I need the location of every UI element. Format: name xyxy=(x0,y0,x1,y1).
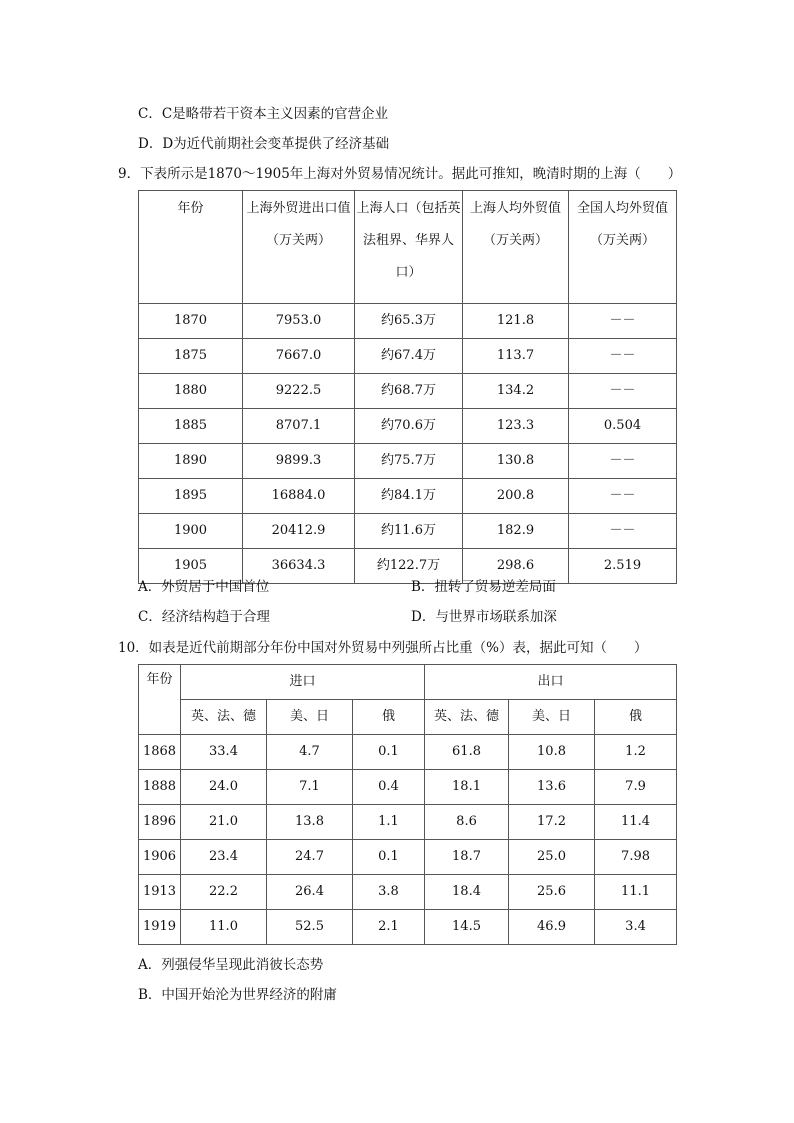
table-cell: 1875 xyxy=(139,339,243,374)
table-cell: 298.6 xyxy=(463,549,569,584)
table-row xyxy=(139,479,677,514)
q9-stem: 9．下表所示是1870～1905年上海对外贸易情况统计。据此可推知，晚清时期的上海（ ） xyxy=(118,166,682,182)
table-cell: 9222.5 xyxy=(243,374,355,409)
table-cell: 2.1 xyxy=(353,910,425,945)
table-row xyxy=(139,374,677,409)
header-cell: 上海外贸进出口值（万关两） xyxy=(243,191,355,304)
table-cell: 8.6 xyxy=(425,805,509,840)
table-cell: 3.4 xyxy=(595,910,677,945)
table-cell: 24.7 xyxy=(267,840,353,875)
table-cell: 约84.1万 xyxy=(355,479,463,514)
table-row xyxy=(139,910,677,945)
table-cell: 21.0 xyxy=(181,805,267,840)
q10-table xyxy=(138,664,677,945)
table-cell: 123.3 xyxy=(463,409,569,444)
table-cell: 182.9 xyxy=(463,514,569,549)
table-cell: 11.4 xyxy=(595,805,677,840)
q9-table xyxy=(138,190,677,584)
table-cell: 46.9 xyxy=(509,910,595,945)
table-cell: 约11.6万 xyxy=(355,514,463,549)
table-cell: 121.8 xyxy=(463,304,569,339)
table-row xyxy=(139,409,677,444)
table-cell: 9899.3 xyxy=(243,444,355,479)
table-cell: 130.8 xyxy=(463,444,569,479)
table-cell: 7953.0 xyxy=(243,304,355,339)
header-cell: 上海人均外贸值（万关两） xyxy=(463,191,569,304)
table-cell: －－ xyxy=(569,304,677,339)
table-cell: 52.5 xyxy=(267,910,353,945)
header-cell-import: 进口 xyxy=(181,665,425,700)
table-cell: 18.7 xyxy=(425,840,509,875)
subheader-cell: 俄 xyxy=(353,700,425,735)
table-cell: 4.7 xyxy=(267,735,353,770)
table-row xyxy=(139,514,677,549)
subheader-cell: 英、法、德 xyxy=(425,700,509,735)
table-subheader-row xyxy=(139,700,677,735)
table-cell: 约122.7万 xyxy=(355,549,463,584)
table-cell: 22.2 xyxy=(181,875,267,910)
q10-stem: 10．如表是近代前期部分年份中国对外贸易中列强所占比重（%）表，据此可知（ ） xyxy=(118,640,648,656)
header-cell-year: 年份 xyxy=(139,665,181,735)
table-row xyxy=(139,840,677,875)
table-cell: 1890 xyxy=(139,444,243,479)
table-cell: 113.7 xyxy=(463,339,569,374)
table-cell: 36634.3 xyxy=(243,549,355,584)
header-cell: 年份 xyxy=(139,191,243,304)
table-cell: 约65.3万 xyxy=(355,304,463,339)
table-row xyxy=(139,735,677,770)
table-cell: 0.504 xyxy=(569,409,677,444)
table-cell: 1913 xyxy=(139,875,181,910)
table-cell: －－ xyxy=(569,514,677,549)
table-cell: 11.1 xyxy=(595,875,677,910)
q8-option-d: D．D为近代前期社会变革提供了经济基础 xyxy=(138,136,390,152)
table-cell: 1868 xyxy=(139,735,181,770)
table-cell: 17.2 xyxy=(509,805,595,840)
table-cell: 7.1 xyxy=(267,770,353,805)
q10-option-b: B．中国开始沦为世界经济的附庸 xyxy=(138,987,337,1003)
table-cell: 约67.4万 xyxy=(355,339,463,374)
table-cell: 1885 xyxy=(139,409,243,444)
table-cell: 8707.1 xyxy=(243,409,355,444)
table-cell: 16884.0 xyxy=(243,479,355,514)
table-cell: 0.4 xyxy=(353,770,425,805)
table-cell: 7.98 xyxy=(595,840,677,875)
q10-option-a: A．列强侵华呈现此消彼长态势 xyxy=(138,957,324,973)
table-cell: 1888 xyxy=(139,770,181,805)
table-cell: 11.0 xyxy=(181,910,267,945)
table-cell: 33.4 xyxy=(181,735,267,770)
table-cell: 25.0 xyxy=(509,840,595,875)
subheader-cell: 美、日 xyxy=(267,700,353,735)
q9-option-a: A．外贸居于中国首位 xyxy=(138,579,270,595)
table-row xyxy=(139,444,677,479)
table-cell: 3.8 xyxy=(353,875,425,910)
table-cell: 200.8 xyxy=(463,479,569,514)
table-cell: 约75.7万 xyxy=(355,444,463,479)
subheader-cell: 美、日 xyxy=(509,700,595,735)
table-cell: 14.5 xyxy=(425,910,509,945)
table-cell: 18.1 xyxy=(425,770,509,805)
table-cell: 1870 xyxy=(139,304,243,339)
table-header-row xyxy=(139,665,677,700)
table-row xyxy=(139,805,677,840)
table-cell: 134.2 xyxy=(463,374,569,409)
table-cell: 1905 xyxy=(139,549,243,584)
table-cell: 13.6 xyxy=(509,770,595,805)
table-row xyxy=(139,875,677,910)
q9-option-c: C．经济结构趋于合理 xyxy=(138,609,270,625)
table-cell: 18.4 xyxy=(425,875,509,910)
table-cell: 25.6 xyxy=(509,875,595,910)
table-cell: 1.1 xyxy=(353,805,425,840)
table-cell: 23.4 xyxy=(181,840,267,875)
q8-option-c: C．C是略带若干资本主义因素的官营企业 xyxy=(138,106,389,122)
table-cell: 61.8 xyxy=(425,735,509,770)
table-cell: －－ xyxy=(569,339,677,374)
table-cell: 20412.9 xyxy=(243,514,355,549)
table-cell: 1.2 xyxy=(595,735,677,770)
header-cell-export: 出口 xyxy=(425,665,677,700)
subheader-cell: 英、法、德 xyxy=(181,700,267,735)
table-cell: 26.4 xyxy=(267,875,353,910)
table-row xyxy=(139,339,677,374)
table-cell: 0.1 xyxy=(353,840,425,875)
table-cell: 10.8 xyxy=(509,735,595,770)
table-cell: 24.0 xyxy=(181,770,267,805)
q9-option-b: B．扭转了贸易逆差局面 xyxy=(411,579,556,595)
table-cell: 1880 xyxy=(139,374,243,409)
table-cell: －－ xyxy=(569,444,677,479)
table-cell: 约70.6万 xyxy=(355,409,463,444)
subheader-cell: 俄 xyxy=(595,700,677,735)
table-cell: 1896 xyxy=(139,805,181,840)
table-header-row xyxy=(139,191,677,304)
table-cell: 7667.0 xyxy=(243,339,355,374)
table-cell: 约68.7万 xyxy=(355,374,463,409)
table-row xyxy=(139,304,677,339)
table-cell: －－ xyxy=(569,479,677,514)
q9-option-d: D．与世界市场联系加深 xyxy=(411,609,557,625)
header-cell: 上海人口（包括英法租界、华界人口） xyxy=(355,191,463,304)
table-cell: 7.9 xyxy=(595,770,677,805)
table-cell: 1900 xyxy=(139,514,243,549)
table-cell: 2.519 xyxy=(569,549,677,584)
table-cell: 13.8 xyxy=(267,805,353,840)
table-cell: －－ xyxy=(569,374,677,409)
table-cell: 1906 xyxy=(139,840,181,875)
header-cell: 全国人均外贸值（万关两） xyxy=(569,191,677,304)
table-row xyxy=(139,770,677,805)
table-cell: 1919 xyxy=(139,910,181,945)
table-cell: 1895 xyxy=(139,479,243,514)
table-cell: 0.1 xyxy=(353,735,425,770)
